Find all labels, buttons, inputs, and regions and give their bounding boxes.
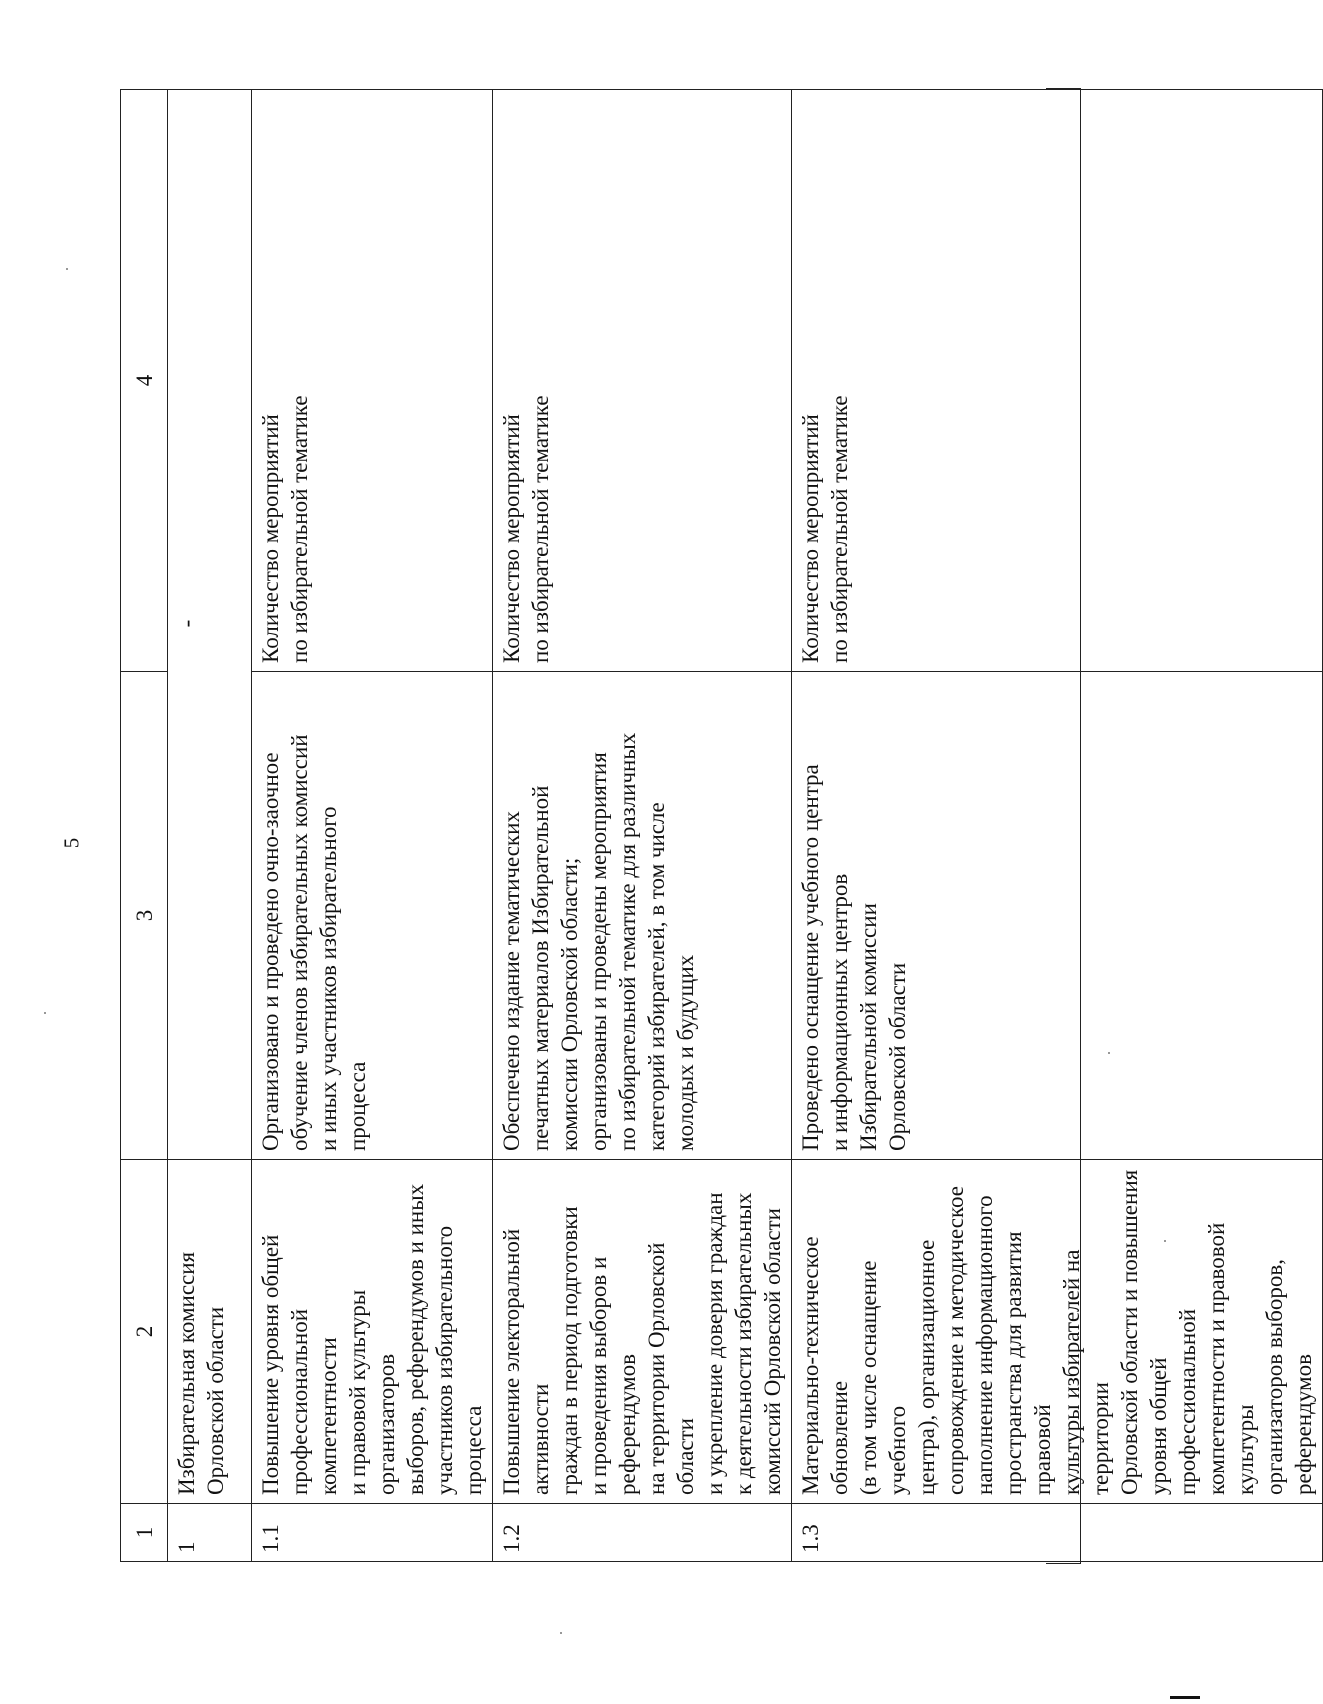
scan-speck: [1108, 1052, 1110, 1054]
scan-speck: [66, 268, 68, 270]
table-row: [493, 90, 792, 1562]
row-number: 1.3: [792, 1504, 1323, 1562]
header-cell-3: 3: [121, 672, 168, 1160]
row-number: 1.2: [493, 1504, 792, 1562]
row-number: 1: [168, 1504, 252, 1562]
row-result: Организовано и проведено очно-заочное обучение членов избирательных комиссий и иных участников избирательного процесса: [252, 672, 493, 1160]
scan-speck: [1164, 1240, 1166, 1242]
table-frame-edge: [1046, 88, 1081, 1564]
row-number: 1.1: [252, 1504, 493, 1562]
header-cell-2: 2: [121, 1160, 168, 1504]
scan-speck: [44, 1012, 46, 1014]
rotated-table-frame: [120, 90, 1316, 1562]
scan-speck: [560, 1632, 562, 1634]
table-row: [168, 90, 252, 1562]
table-row: [252, 90, 493, 1562]
row-result: -: [168, 90, 252, 1160]
row-indicator: Количество мероприятий по избирательной тематике: [493, 90, 792, 672]
scan-corner-mark: [1170, 1696, 1200, 1699]
row-task: Материально-техническое обновление (в том числе оснащение учебного центра), организационное сопровождение и методическое наполнение информационного пространства для развития правовой культуры избирателей на территории Орловской области и повышения уровня общей профессиональной компетентности и правовой культуры организаторов выборов, референдумов: [792, 1160, 1323, 1504]
row-task: Повышение уровня общей профессиональной компетентности и правовой культуры организаторов выборов, референдумов и иных участников избирательного процесса: [252, 1160, 493, 1504]
table-header-row: [121, 90, 168, 1562]
header-cell-4: 4: [121, 90, 168, 672]
page-number: 5: [59, 837, 84, 849]
row-task: Повышение электоральной активности граждан в период подготовки и проведения выборов и референдумов на территории Орловской области и укрепление доверия граждан к деятельности избирательных комиссий Орловской области: [493, 1160, 792, 1504]
row-result: Проведено оснащение учебного центра и информационных центров Избирательной комиссии Орловской области: [792, 672, 1323, 1160]
row-task: Избирательная комиссия Орловской области: [168, 1160, 252, 1504]
header-cell-1: 1: [121, 1504, 168, 1562]
row-indicator: Количество мероприятий по избирательной тематике: [792, 90, 1323, 672]
row-indicator: Количество мероприятий по избирательной тематике: [252, 90, 493, 672]
document-table: [120, 89, 1323, 1562]
row-result: Обеспечено издание тематических печатных материалов Избирательной комиссии Орловской области; организованы и проведены мероприятия по избирательной тематике для различных категорий избирателей, в том числе молодых и будущих: [493, 672, 792, 1160]
